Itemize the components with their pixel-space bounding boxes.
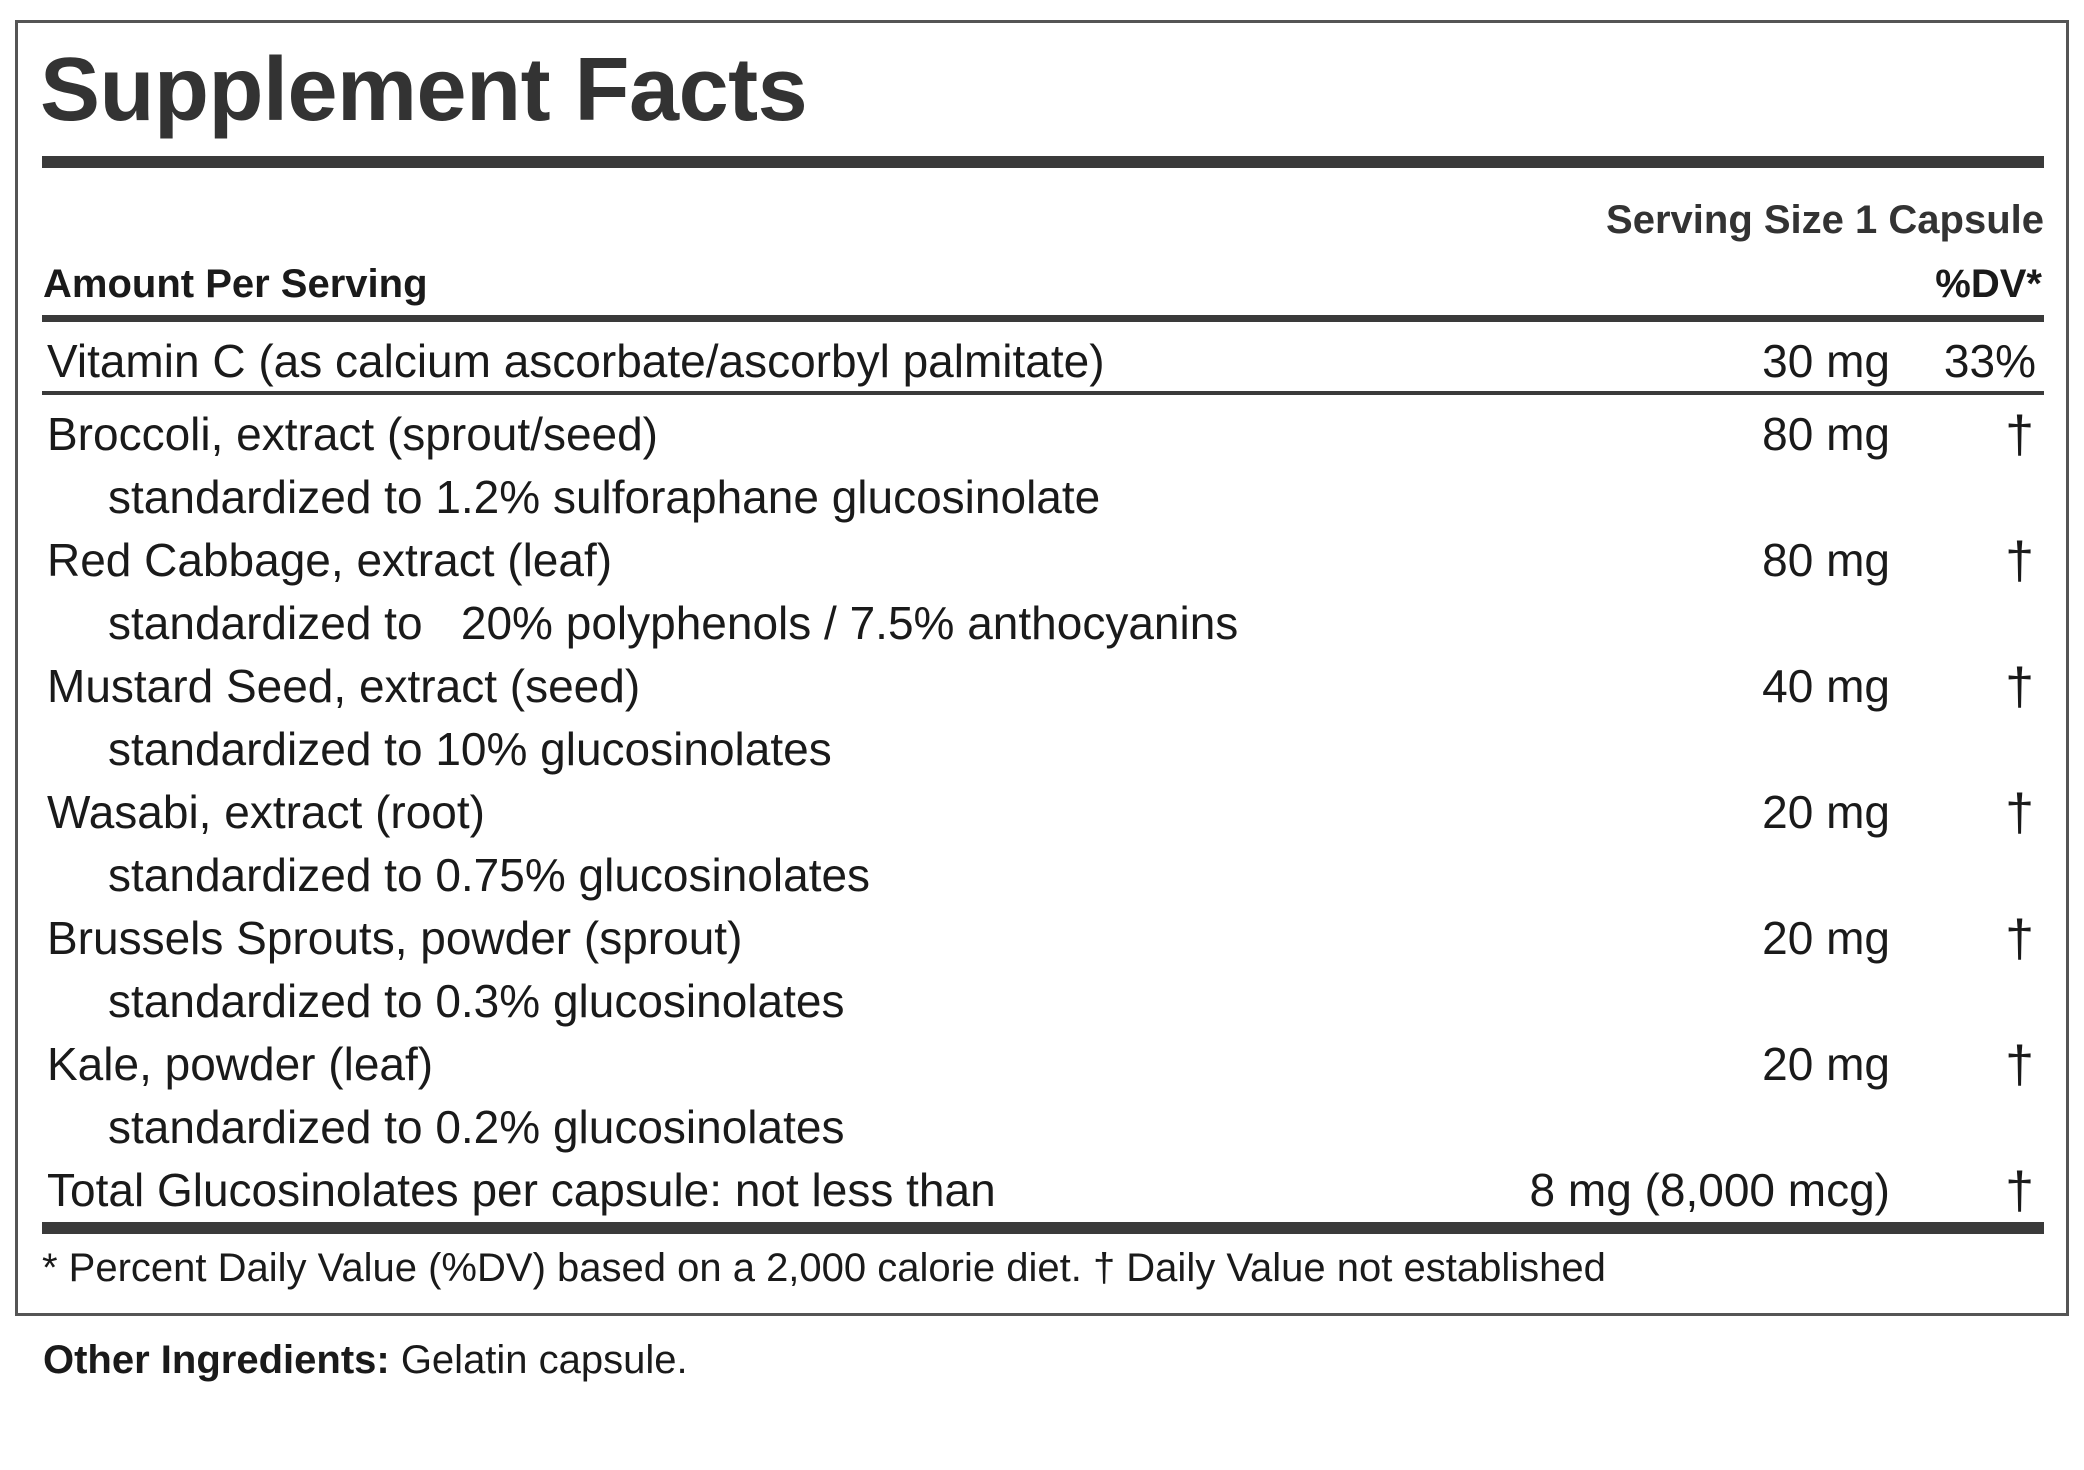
ingredient-row [0,658,2084,723]
total-glucosinolates-row [0,1162,2084,1227]
ingredient-name: Mustard Seed, extract (seed) [47,660,641,712]
other-ingredients [43,1340,688,1380]
ingredient-amount: 20 mg [1762,1038,1890,1090]
ingredient-dv: † [2005,910,2034,968]
title-divider [42,156,2044,168]
header-divider [42,315,2044,322]
ingredient-name: Broccoli, extract (sprout/seed) [47,408,659,460]
ingredient-dv: † [2005,532,2034,590]
nutrient-amount: 30 mg [1762,335,1890,387]
ingredient-name: Brussels Sprouts, powder (sprout) [47,912,743,964]
ingredient-row [0,910,2084,975]
ingredient-name: Wasabi, extract (root) [47,786,485,838]
ingredient-dv: † [2005,406,2034,464]
amount-per-serving-header: Amount Per Serving [43,262,428,306]
ingredient-name: Red Cabbage, extract (leaf) [47,534,613,586]
ingredient-dv: † [2005,1036,2034,1094]
ingredient-detail: standardized to 0.75% glucosinolates [108,849,871,901]
other-ingredients-value: Gelatin capsule. [389,1338,688,1382]
ingredient-amount: 80 mg [1762,408,1890,460]
ingredient-amount: 20 mg [1762,912,1890,964]
ingredient-row [0,406,2084,471]
ingredient-detail: standardized to 0.2% glucosinolates [108,1101,845,1153]
ingredient-amount: 80 mg [1762,534,1890,586]
ingredient-dv: † [2005,784,2034,842]
ingredient-name: Kale, powder (leaf) [47,1038,434,1090]
ingredient-detail: standardized to 0.3% glucosinolates [108,975,845,1027]
ingredient-detail: standardized to 1.2% sulforaphane glucosinolate [108,471,1101,523]
ingredient-amount: 40 mg [1762,660,1890,712]
vitamin-c-row [0,335,2084,398]
nutrient-name: Vitamin C (as calcium ascorbate/ascorbyl palmitate) [47,335,1105,387]
ingredient-row [0,1036,2084,1101]
total-amount: 8 mg (8,000 mcg) [1529,1164,1890,1216]
nutrient-dv: 33% [1943,335,2036,387]
vitamin-divider [42,391,2044,395]
ingredient-row [0,784,2084,849]
ingredient-detail: standardized to 20% polyphenols / 7.5% anthocyanins [108,597,1239,649]
daily-value-header: %DV* [1935,262,2042,306]
ingredient-row [0,532,2084,597]
ingredient-dv: † [2005,658,2034,716]
other-ingredients-label: Other Ingredients: [43,1338,390,1382]
serving-size: Serving Size 1 Capsule [1606,198,2044,242]
total-dv: † [2005,1162,2034,1220]
label-title: Supplement Facts [40,40,808,140]
daily-value-footnote: * Percent Daily Value (%DV) based on a 2,000 calorie diet. † Daily Value not established [42,1246,1606,1290]
footer-divider [42,1222,2044,1234]
ingredient-amount: 20 mg [1762,786,1890,838]
ingredient-detail: standardized to 10% glucosinolates [108,723,832,775]
total-name: Total Glucosinolates per capsule: not less than [47,1164,996,1216]
